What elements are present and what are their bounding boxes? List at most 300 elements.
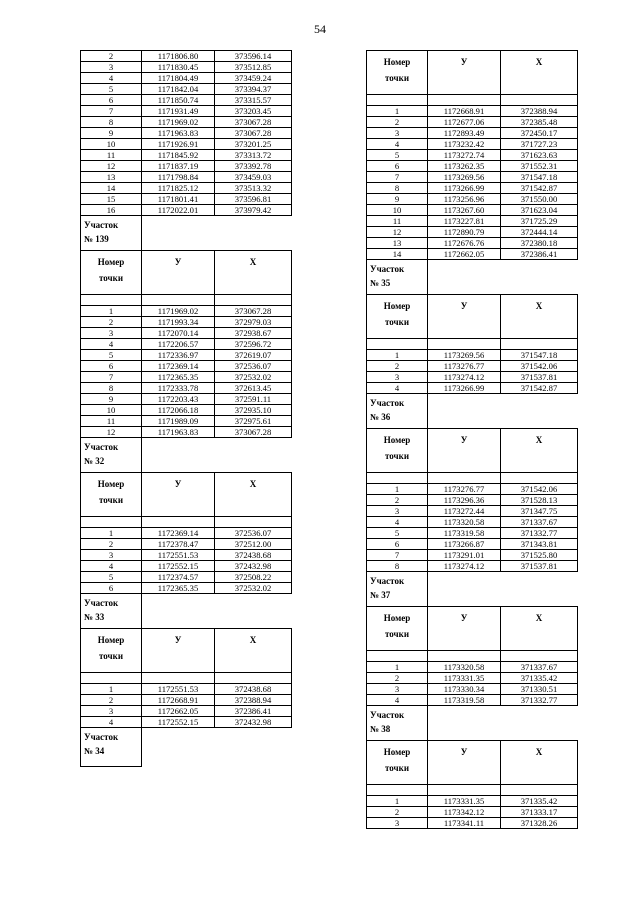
y-coordinate-header: У bbox=[428, 295, 501, 339]
section-label-row bbox=[81, 438, 292, 473]
table-row bbox=[81, 695, 292, 706]
point-number-cell: 3 bbox=[367, 372, 428, 383]
x-coordinate-cell: 372380.18 bbox=[501, 238, 578, 249]
table-row bbox=[81, 150, 292, 161]
x-coordinate-cell: 372536.07 bbox=[215, 361, 292, 372]
header-line: точки bbox=[98, 651, 124, 661]
table-row bbox=[367, 484, 578, 495]
header-line: Номер bbox=[383, 613, 411, 623]
point-number-cell: 1 bbox=[81, 684, 142, 695]
point-number-cell: 3 bbox=[81, 706, 142, 717]
point-number-header bbox=[367, 429, 428, 473]
x-coordinate-cell: 373201.25 bbox=[215, 139, 292, 150]
point-number-cell: 6 bbox=[367, 539, 428, 550]
y-coordinate-header: У bbox=[428, 51, 501, 95]
table-row bbox=[367, 662, 578, 673]
y-coordinate-cell: 1171963.83 bbox=[142, 427, 215, 438]
x-coordinate-header: Х bbox=[501, 429, 578, 473]
x-coordinate-cell: 372386.41 bbox=[501, 249, 578, 260]
point-number-cell: 5 bbox=[81, 350, 142, 361]
section-label-blank bbox=[428, 706, 578, 741]
y-coordinate-cell: 1172066.18 bbox=[142, 405, 215, 416]
section-label-blank bbox=[428, 394, 578, 429]
table-row bbox=[81, 528, 292, 539]
header-line: Номер bbox=[383, 301, 411, 311]
y-coordinate-cell: 1171850.74 bbox=[142, 95, 215, 106]
table-row bbox=[367, 161, 578, 172]
header-line: точки bbox=[384, 763, 410, 773]
y-coordinate-cell: 1171931.49 bbox=[142, 106, 215, 117]
table-row bbox=[367, 106, 578, 117]
table-row bbox=[367, 249, 578, 260]
y-coordinate-cell: 1172551.53 bbox=[142, 684, 215, 695]
table-row bbox=[367, 506, 578, 517]
x-coordinate-header: Х bbox=[215, 251, 292, 295]
table-row bbox=[367, 194, 578, 205]
point-number-cell: 1 bbox=[367, 796, 428, 807]
table-header-row bbox=[81, 629, 292, 673]
x-coordinate-cell: 373459.03 bbox=[215, 172, 292, 183]
y-coordinate-cell: 1173319.58 bbox=[428, 528, 501, 539]
y-coordinate-header: У bbox=[428, 429, 501, 473]
x-coordinate-cell: 372385.48 bbox=[501, 117, 578, 128]
point-number-cell: 9 bbox=[81, 394, 142, 405]
x-coordinate-cell: 372532.02 bbox=[215, 583, 292, 594]
point-number-cell: 6 bbox=[81, 583, 142, 594]
table-header-row bbox=[367, 607, 578, 651]
table-row bbox=[81, 117, 292, 128]
y-coordinate-cell: 1171926.91 bbox=[142, 139, 215, 150]
spacer-cell bbox=[501, 651, 578, 662]
y-coordinate-cell: 1172676.76 bbox=[428, 238, 501, 249]
point-number-cell: 7 bbox=[81, 106, 142, 117]
table-row bbox=[367, 807, 578, 818]
y-coordinate-cell: 1172374.57 bbox=[142, 572, 215, 583]
section-label-line: Участок bbox=[370, 398, 405, 408]
point-number-cell: 6 bbox=[81, 95, 142, 106]
y-coordinate-cell: 1172668.91 bbox=[142, 695, 215, 706]
y-coordinate-header: У bbox=[142, 251, 215, 295]
spacer-cell bbox=[428, 473, 501, 484]
point-number-cell: 9 bbox=[81, 128, 142, 139]
point-number-cell: 4 bbox=[81, 717, 142, 728]
table-row bbox=[367, 528, 578, 539]
section-label-number: № 33 bbox=[84, 612, 105, 622]
table-row bbox=[81, 572, 292, 583]
point-number-cell: 1 bbox=[367, 350, 428, 361]
point-number-cell: 2 bbox=[367, 673, 428, 684]
table-row bbox=[81, 539, 292, 550]
y-coordinate-cell: 1173269.56 bbox=[428, 172, 501, 183]
y-coordinate-header: У bbox=[142, 629, 215, 673]
y-coordinate-cell: 1172070.14 bbox=[142, 328, 215, 339]
y-coordinate-cell: 1171804.49 bbox=[142, 73, 215, 84]
header-spacer-row bbox=[367, 339, 578, 350]
header-spacer-row bbox=[367, 785, 578, 796]
table-row bbox=[81, 372, 292, 383]
x-coordinate-cell: 371547.18 bbox=[501, 350, 578, 361]
section-label bbox=[367, 572, 428, 607]
y-coordinate-cell: 1173341.11 bbox=[428, 818, 501, 829]
spacer-cell bbox=[367, 339, 428, 350]
y-coordinate-cell: 1172206.57 bbox=[142, 339, 215, 350]
point-number-cell: 1 bbox=[81, 528, 142, 539]
x-coordinate-cell: 372386.41 bbox=[215, 706, 292, 717]
point-number-cell: 1 bbox=[81, 306, 142, 317]
y-coordinate-cell: 1173276.77 bbox=[428, 484, 501, 495]
table-row bbox=[367, 238, 578, 249]
section-label-line: Участок bbox=[84, 220, 119, 230]
y-coordinate-cell: 1173296.36 bbox=[428, 495, 501, 506]
x-coordinate-cell: 372975.61 bbox=[215, 416, 292, 427]
header-line: Номер bbox=[97, 635, 125, 645]
point-number-cell: 8 bbox=[81, 117, 142, 128]
table-row bbox=[367, 128, 578, 139]
point-number-header bbox=[81, 629, 142, 673]
point-number-cell: 12 bbox=[81, 427, 142, 438]
table-row bbox=[81, 416, 292, 427]
spacer-cell bbox=[81, 517, 142, 528]
x-coordinate-cell: 373512.85 bbox=[215, 62, 292, 73]
x-coordinate-cell: 371550.00 bbox=[501, 194, 578, 205]
section-label-number: № 139 bbox=[84, 234, 109, 244]
left-coordinates-table bbox=[80, 50, 292, 767]
x-coordinate-cell: 371542.06 bbox=[501, 484, 578, 495]
point-number-header bbox=[367, 741, 428, 785]
point-number-cell: 12 bbox=[81, 161, 142, 172]
section-label-number: № 32 bbox=[84, 456, 105, 466]
table-row bbox=[367, 796, 578, 807]
y-coordinate-header: У bbox=[428, 741, 501, 785]
x-coordinate-cell: 371335.42 bbox=[501, 796, 578, 807]
y-coordinate-cell: 1173269.56 bbox=[428, 350, 501, 361]
x-coordinate-cell: 371528.13 bbox=[501, 495, 578, 506]
x-coordinate-header: Х bbox=[501, 51, 578, 95]
y-coordinate-cell: 1173272.44 bbox=[428, 506, 501, 517]
point-number-cell: 16 bbox=[81, 205, 142, 216]
point-number-cell: 3 bbox=[81, 550, 142, 561]
x-coordinate-cell: 372938.67 bbox=[215, 328, 292, 339]
header-line: Номер bbox=[97, 257, 125, 267]
point-number-cell: 4 bbox=[81, 561, 142, 572]
x-coordinate-cell: 372512.00 bbox=[215, 539, 292, 550]
section-label-blank bbox=[428, 260, 578, 295]
point-number-cell: 2 bbox=[81, 317, 142, 328]
y-coordinate-cell: 1173274.12 bbox=[428, 372, 501, 383]
point-number-cell: 10 bbox=[81, 139, 142, 150]
header-line: Номер bbox=[383, 435, 411, 445]
header-line: Номер bbox=[97, 479, 125, 489]
point-number-cell: 11 bbox=[81, 150, 142, 161]
x-coordinate-cell: 372388.94 bbox=[215, 695, 292, 706]
y-coordinate-cell: 1171837.19 bbox=[142, 161, 215, 172]
section-label-row bbox=[81, 594, 292, 629]
point-number-cell: 5 bbox=[81, 84, 142, 95]
point-number-cell: 9 bbox=[367, 194, 428, 205]
section-label-line: Участок bbox=[84, 598, 119, 608]
point-number-cell: 13 bbox=[367, 238, 428, 249]
section-label bbox=[367, 394, 428, 429]
table-header-row bbox=[367, 741, 578, 785]
point-number-cell: 2 bbox=[81, 695, 142, 706]
x-coordinate-cell: 371332.77 bbox=[501, 695, 578, 706]
table-header-row bbox=[367, 51, 578, 95]
spacer-cell bbox=[142, 295, 215, 306]
table-row bbox=[367, 117, 578, 128]
x-coordinate-cell: 373067.28 bbox=[215, 117, 292, 128]
table-row bbox=[367, 695, 578, 706]
point-number-cell: 5 bbox=[81, 572, 142, 583]
spacer-cell bbox=[501, 473, 578, 484]
y-coordinate-cell: 1172203.43 bbox=[142, 394, 215, 405]
y-coordinate-cell: 1171989.09 bbox=[142, 416, 215, 427]
y-coordinate-cell: 1171825.12 bbox=[142, 183, 215, 194]
spacer-cell bbox=[367, 95, 428, 106]
y-coordinate-cell: 1172551.53 bbox=[142, 550, 215, 561]
x-coordinate-cell: 373313.72 bbox=[215, 150, 292, 161]
point-number-cell: 6 bbox=[81, 361, 142, 372]
point-number-cell: 3 bbox=[367, 684, 428, 695]
y-coordinate-cell: 1172890.79 bbox=[428, 227, 501, 238]
x-coordinate-cell: 373203.45 bbox=[215, 106, 292, 117]
x-coordinate-header: Х bbox=[501, 607, 578, 651]
y-coordinate-cell: 1172369.14 bbox=[142, 528, 215, 539]
section-label-number: № 37 bbox=[370, 590, 391, 600]
section-label-line: Участок bbox=[370, 264, 405, 274]
point-number-cell: 8 bbox=[367, 183, 428, 194]
point-number-cell: 4 bbox=[367, 695, 428, 706]
table-row bbox=[81, 561, 292, 572]
header-spacer-row bbox=[367, 95, 578, 106]
x-coordinate-cell: 373315.57 bbox=[215, 95, 292, 106]
y-coordinate-cell: 1172336.97 bbox=[142, 350, 215, 361]
y-coordinate-cell: 1173330.34 bbox=[428, 684, 501, 695]
x-coordinate-header: Х bbox=[215, 473, 292, 517]
spacer-cell bbox=[501, 95, 578, 106]
spacer-cell bbox=[81, 295, 142, 306]
point-number-cell: 1 bbox=[367, 106, 428, 117]
x-coordinate-cell: 371547.18 bbox=[501, 172, 578, 183]
section-label bbox=[367, 260, 428, 295]
y-coordinate-cell: 1173331.35 bbox=[428, 673, 501, 684]
x-coordinate-cell: 371343.81 bbox=[501, 539, 578, 550]
x-coordinate-cell: 372438.68 bbox=[215, 550, 292, 561]
x-coordinate-cell: 371623.63 bbox=[501, 150, 578, 161]
x-coordinate-cell: 373459.24 bbox=[215, 73, 292, 84]
x-coordinate-cell: 373067.28 bbox=[215, 306, 292, 317]
table-row bbox=[367, 350, 578, 361]
y-coordinate-cell: 1173320.58 bbox=[428, 662, 501, 673]
header-line: точки bbox=[98, 495, 124, 505]
point-number-header bbox=[367, 295, 428, 339]
point-number-cell: 15 bbox=[81, 194, 142, 205]
x-coordinate-header: Х bbox=[501, 295, 578, 339]
spacer-cell bbox=[142, 673, 215, 684]
table-row bbox=[367, 150, 578, 161]
y-coordinate-cell: 1173266.99 bbox=[428, 383, 501, 394]
y-coordinate-cell: 1172552.15 bbox=[142, 561, 215, 572]
spacer-cell bbox=[367, 473, 428, 484]
table-row bbox=[367, 361, 578, 372]
point-number-header bbox=[367, 607, 428, 651]
header-spacer-row bbox=[367, 473, 578, 484]
y-coordinate-cell: 1173227.81 bbox=[428, 216, 501, 227]
y-coordinate-cell: 1171963.83 bbox=[142, 128, 215, 139]
table-row bbox=[367, 172, 578, 183]
y-coordinate-cell: 1173256.96 bbox=[428, 194, 501, 205]
spacer-cell bbox=[428, 95, 501, 106]
table-row bbox=[81, 306, 292, 317]
table-row bbox=[367, 383, 578, 394]
spacer-cell bbox=[215, 295, 292, 306]
y-coordinate-cell: 1172662.05 bbox=[142, 706, 215, 717]
x-coordinate-cell: 373067.28 bbox=[215, 128, 292, 139]
x-coordinate-cell: 371332.77 bbox=[501, 528, 578, 539]
section-label-number: № 36 bbox=[370, 412, 391, 422]
y-coordinate-cell: 1173262.35 bbox=[428, 161, 501, 172]
table-row bbox=[81, 706, 292, 717]
y-coordinate-cell: 1173331.35 bbox=[428, 796, 501, 807]
point-number-cell: 13 bbox=[81, 172, 142, 183]
table-row bbox=[367, 139, 578, 150]
section-label-blank bbox=[142, 216, 292, 251]
right-coordinates-table bbox=[366, 50, 578, 829]
section-label-row bbox=[81, 216, 292, 251]
header-spacer-row bbox=[367, 651, 578, 662]
x-coordinate-cell: 373392.78 bbox=[215, 161, 292, 172]
left-coordinates-column bbox=[80, 50, 292, 767]
x-coordinate-cell: 371525.80 bbox=[501, 550, 578, 561]
x-coordinate-cell: 372979.03 bbox=[215, 317, 292, 328]
point-number-cell: 2 bbox=[367, 495, 428, 506]
point-number-cell: 3 bbox=[367, 818, 428, 829]
section-label-number: № 35 bbox=[370, 278, 391, 288]
table-row bbox=[81, 583, 292, 594]
y-coordinate-cell: 1172677.06 bbox=[428, 117, 501, 128]
point-number-cell: 7 bbox=[367, 550, 428, 561]
table-row bbox=[81, 328, 292, 339]
section-label-number: № 34 bbox=[84, 746, 105, 756]
x-coordinate-cell: 372388.94 bbox=[501, 106, 578, 117]
table-row bbox=[81, 350, 292, 361]
table-row bbox=[367, 818, 578, 829]
table-header-row bbox=[81, 473, 292, 517]
header-spacer-row bbox=[81, 673, 292, 684]
y-coordinate-cell: 1171798.84 bbox=[142, 172, 215, 183]
point-number-cell: 7 bbox=[81, 372, 142, 383]
header-spacer-row bbox=[81, 517, 292, 528]
y-coordinate-cell: 1172369.14 bbox=[142, 361, 215, 372]
y-coordinate-cell: 1171830.45 bbox=[142, 62, 215, 73]
section-label bbox=[81, 216, 142, 251]
y-coordinate-cell: 1172893.49 bbox=[428, 128, 501, 139]
point-number-cell: 12 bbox=[367, 227, 428, 238]
point-number-cell: 3 bbox=[367, 128, 428, 139]
table-row bbox=[81, 405, 292, 416]
point-number-cell: 4 bbox=[367, 139, 428, 150]
table-header-row bbox=[81, 251, 292, 295]
section-label-blank bbox=[428, 572, 578, 607]
table-row bbox=[81, 427, 292, 438]
section-label-line: Участок bbox=[370, 710, 405, 720]
point-number-cell: 11 bbox=[367, 216, 428, 227]
y-coordinate-cell: 1172662.05 bbox=[428, 249, 501, 260]
table-row bbox=[81, 139, 292, 150]
spacer-cell bbox=[428, 339, 501, 350]
x-coordinate-cell: 372532.02 bbox=[215, 372, 292, 383]
y-coordinate-cell: 1173266.99 bbox=[428, 183, 501, 194]
spacer-cell bbox=[81, 673, 142, 684]
y-coordinate-cell: 1172365.35 bbox=[142, 372, 215, 383]
header-line: Номер bbox=[383, 747, 411, 757]
table-row bbox=[367, 495, 578, 506]
point-number-cell: 8 bbox=[367, 561, 428, 572]
spacer-cell bbox=[215, 517, 292, 528]
table-row bbox=[81, 317, 292, 328]
section-label-line: Участок bbox=[370, 576, 405, 586]
section-label-blank bbox=[142, 594, 292, 629]
x-coordinate-header: Х bbox=[501, 741, 578, 785]
y-coordinate-cell: 1173272.74 bbox=[428, 150, 501, 161]
point-number-cell: 1 bbox=[367, 484, 428, 495]
header-spacer-row bbox=[81, 295, 292, 306]
page-number: 54 bbox=[314, 22, 326, 36]
section-label-line: Участок bbox=[84, 442, 119, 452]
table-row bbox=[81, 717, 292, 728]
y-coordinate-cell: 1171969.02 bbox=[142, 117, 215, 128]
point-number-cell: 2 bbox=[367, 361, 428, 372]
y-coordinate-cell: 1173274.12 bbox=[428, 561, 501, 572]
x-coordinate-cell: 371337.67 bbox=[501, 662, 578, 673]
x-coordinate-cell: 372935.10 bbox=[215, 405, 292, 416]
section-label-blank bbox=[142, 438, 292, 473]
x-coordinate-cell: 372444.14 bbox=[501, 227, 578, 238]
point-number-header bbox=[81, 473, 142, 517]
y-coordinate-cell: 1173320.58 bbox=[428, 517, 501, 528]
x-coordinate-header: Х bbox=[215, 629, 292, 673]
table-row bbox=[81, 172, 292, 183]
table-row bbox=[81, 51, 292, 62]
y-coordinate-cell: 1171842.04 bbox=[142, 84, 215, 95]
spacer-cell bbox=[367, 651, 428, 662]
spacer-cell bbox=[215, 673, 292, 684]
y-coordinate-cell: 1173232.42 bbox=[428, 139, 501, 150]
point-number-cell: 2 bbox=[81, 539, 142, 550]
x-coordinate-cell: 372596.72 bbox=[215, 339, 292, 350]
table-row bbox=[81, 361, 292, 372]
section-label-number: № 38 bbox=[370, 724, 391, 734]
section-label-line: Участок bbox=[84, 732, 119, 742]
table-header-row bbox=[367, 295, 578, 339]
y-coordinate-cell: 1171969.02 bbox=[142, 306, 215, 317]
x-coordinate-cell: 371330.51 bbox=[501, 684, 578, 695]
table-row bbox=[81, 161, 292, 172]
table-row bbox=[367, 216, 578, 227]
table-row bbox=[81, 106, 292, 117]
header-line: точки bbox=[384, 629, 410, 639]
point-number-cell: 1 bbox=[367, 662, 428, 673]
y-coordinate-cell: 1172668.91 bbox=[428, 106, 501, 117]
x-coordinate-cell: 371335.42 bbox=[501, 673, 578, 684]
x-coordinate-cell: 371542.87 bbox=[501, 383, 578, 394]
point-number-cell: 3 bbox=[367, 506, 428, 517]
x-coordinate-cell: 371623.04 bbox=[501, 205, 578, 216]
y-coordinate-cell: 1171801.41 bbox=[142, 194, 215, 205]
x-coordinate-cell: 373596.14 bbox=[215, 51, 292, 62]
point-number-header bbox=[81, 251, 142, 295]
point-number-cell: 4 bbox=[367, 517, 428, 528]
y-coordinate-cell: 1171845.92 bbox=[142, 150, 215, 161]
